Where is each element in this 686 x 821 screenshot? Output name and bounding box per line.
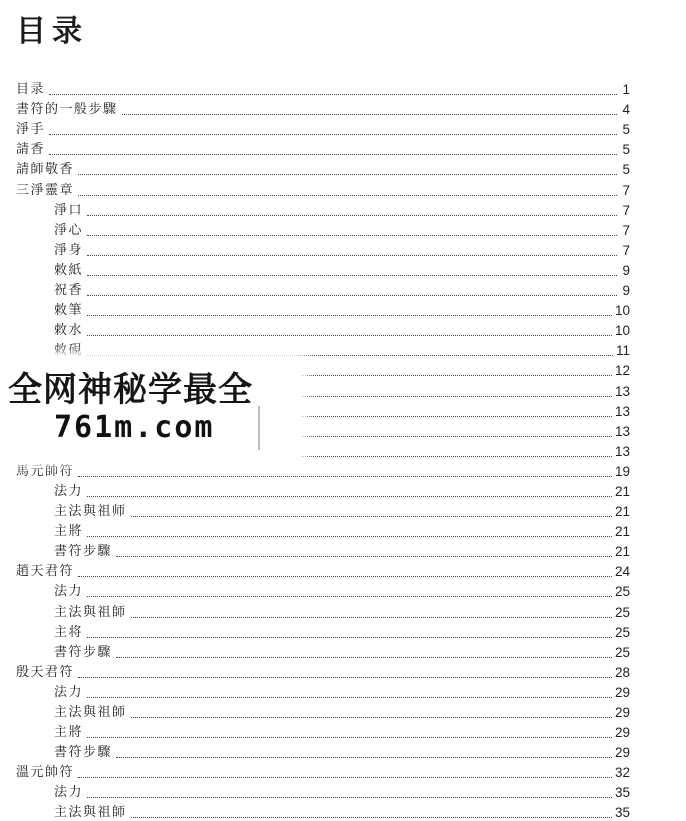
toc-dot-leader: [78, 174, 617, 175]
toc-entry[interactable]: [16, 178, 630, 198]
toc-dot-leader: [131, 516, 612, 517]
toc-entry-page: 25: [614, 644, 630, 660]
toc-entry-page: 32: [614, 765, 630, 781]
toc-dot-leader: [78, 476, 612, 477]
toc-entry-page: 9: [622, 283, 630, 299]
toc-entry-title: 趙天君符: [16, 564, 75, 580]
toc-entry[interactable]: [16, 118, 630, 138]
watermark-text: 全网神秘学最全: [8, 370, 253, 410]
toc-entry-title: 書符步驟: [54, 745, 113, 761]
toc-entry[interactable]: [16, 761, 630, 781]
toc-entry[interactable]: [16, 339, 630, 359]
toc-entry-title: 淨心: [54, 222, 84, 238]
toc-entry-title: 主將: [54, 524, 84, 540]
toc-entry[interactable]: [16, 319, 630, 339]
toc-entry-title: 主法與祖師: [54, 805, 127, 821]
toc-dot-leader: [87, 355, 613, 356]
toc-entry-page: 21: [614, 544, 630, 560]
toc-entry-title: 敕水: [54, 323, 84, 339]
toc-entry-title: 法力: [54, 684, 84, 700]
toc-entry-title: 三淨靈章: [16, 182, 75, 198]
toc-entry-page: 10: [614, 323, 630, 339]
toc-dot-leader: [87, 255, 617, 256]
toc-entry[interactable]: [16, 259, 630, 279]
toc-dot-leader: [49, 134, 617, 135]
toc-dot-leader: [87, 637, 612, 638]
toc-entry[interactable]: [16, 540, 630, 560]
watermark-overlay: [0, 358, 300, 458]
toc-entry-title: 主将: [54, 624, 84, 640]
toc-entry-page: 35: [614, 785, 630, 801]
toc-entry-page: 9: [622, 262, 630, 278]
toc-entry-page: 21: [614, 504, 630, 520]
toc-dot-leader: [131, 617, 612, 618]
toc-entry-page: 13: [614, 443, 630, 459]
toc-entry-title: 溫元帥符: [16, 765, 75, 781]
toc-entry[interactable]: [16, 801, 630, 821]
toc-dot-leader: [49, 154, 617, 155]
toc-entry-title: 法力: [54, 483, 84, 499]
toc-entry[interactable]: [16, 721, 630, 741]
toc-entry-page: 5: [622, 142, 630, 158]
toc-entry-page: 19: [614, 463, 630, 479]
toc-entry-title: 殷天君符: [16, 664, 75, 680]
toc-entry[interactable]: [16, 701, 630, 721]
toc-dot-leader: [87, 215, 617, 216]
toc-entry-page: 21: [614, 483, 630, 499]
toc-entry-title: 敕筆: [54, 303, 84, 319]
toc-entry-title: 書符的一般步驟: [16, 102, 118, 118]
toc-entry-page: 13: [614, 403, 630, 419]
toc-entry[interactable]: [16, 279, 630, 299]
toc-dot-leader: [87, 797, 612, 798]
toc-entry[interactable]: [16, 78, 630, 98]
toc-entry-title: 馬元帥符: [16, 463, 75, 479]
toc-entry-title: 書符步驟: [54, 644, 113, 660]
toc-dot-leader: [87, 697, 612, 698]
toc-entry[interactable]: [16, 580, 630, 600]
toc-entry-title: 敕紙: [54, 262, 84, 278]
toc-dot-leader: [78, 677, 612, 678]
toc-entry-title: 主將: [54, 725, 84, 741]
toc-dot-leader: [122, 114, 617, 115]
toc-entry-title: 主法與祖师: [54, 504, 127, 520]
toc-entry[interactable]: [16, 460, 630, 480]
toc-entry[interactable]: [16, 500, 630, 520]
toc-entry-page: 29: [614, 705, 630, 720]
toc-dot-leader: [131, 717, 612, 718]
toc-dot-leader: [87, 596, 612, 597]
toc-entry-page: 7: [622, 242, 630, 258]
toc-entry-title: 敕硯: [54, 343, 84, 359]
toc-dot-leader: [49, 94, 617, 95]
toc-entry-page: 10: [614, 303, 630, 319]
toc-dot-leader: [87, 275, 617, 276]
toc-entry-title: 法力: [54, 584, 84, 600]
toc-entry-title: 淨身: [54, 242, 84, 258]
toc-dot-leader: [87, 315, 612, 316]
toc-entry[interactable]: [16, 681, 630, 701]
toc-entry[interactable]: [16, 560, 630, 580]
toc-dot-leader: [87, 235, 617, 236]
toc-entry-page: 5: [622, 162, 630, 178]
toc-dot-leader: [78, 195, 617, 196]
toc-entry-title: 主法與祖師: [54, 604, 127, 620]
toc-dot-leader: [87, 295, 617, 296]
toc-entry[interactable]: [16, 741, 630, 761]
toc-entry[interactable]: [16, 621, 630, 641]
toc-entry-page: 25: [614, 604, 630, 620]
toc-entry-title: 書符步驟: [54, 544, 113, 560]
toc-entry-page: 29: [614, 684, 630, 700]
toc-entry-page: 28: [614, 664, 630, 680]
toc-entry[interactable]: [16, 480, 630, 500]
toc-entry-page: 7: [622, 202, 630, 218]
toc-entry[interactable]: [16, 239, 630, 259]
toc-entry[interactable]: [16, 199, 630, 219]
toc-dot-leader: [78, 777, 612, 778]
toc-entry-page: 4: [622, 102, 630, 118]
toc-entry-page: 25: [614, 584, 630, 600]
toc-entry[interactable]: [16, 641, 630, 661]
watermark-divider: [258, 406, 260, 450]
toc-dot-leader: [87, 536, 612, 537]
toc-entry-page: 24: [614, 564, 630, 580]
toc-dot-leader: [87, 335, 612, 336]
toc-entry-title: 請師敬香: [16, 162, 75, 178]
toc-entry-page: 5: [622, 122, 630, 138]
toc-entry-page: 25: [614, 624, 630, 640]
toc-entry[interactable]: [16, 98, 630, 118]
toc-entry[interactable]: [16, 600, 630, 620]
toc-dot-leader: [116, 757, 612, 758]
toc-entry-title: 主法與祖師: [54, 705, 127, 720]
toc-entry-page: 7: [622, 182, 630, 198]
toc-entry-title: 淨口: [54, 202, 84, 218]
toc-entry[interactable]: [16, 299, 630, 319]
toc-entry[interactable]: [16, 661, 630, 681]
toc-entry-page: 35: [614, 805, 630, 821]
toc-entry-page: 11: [615, 343, 630, 359]
toc-dot-leader: [116, 657, 612, 658]
toc-entry-title: 目录: [16, 82, 46, 98]
toc-entry-title: 請香: [16, 142, 46, 158]
toc-entry[interactable]: [16, 520, 630, 540]
toc-dot-leader: [87, 737, 612, 738]
toc-entry-page: 1: [622, 82, 630, 98]
toc-entry[interactable]: [16, 158, 630, 178]
toc-entry-title: 淨手: [16, 122, 46, 138]
toc-entry-title: 法力: [54, 785, 84, 801]
toc-entry-page: 21: [614, 524, 630, 540]
page-title: 目录: [16, 14, 88, 49]
toc-entry-page: 13: [614, 383, 630, 399]
toc-dot-leader: [87, 496, 612, 497]
toc-entry-page: 29: [614, 745, 630, 761]
toc-entry[interactable]: [16, 781, 630, 801]
toc-entry[interactable]: [16, 219, 630, 239]
toc-entry-page: 13: [614, 423, 630, 439]
toc-dot-leader: [78, 576, 612, 577]
toc-entry-page: 29: [614, 725, 630, 741]
watermark-url: 761m.com: [54, 410, 215, 445]
toc-entry-page: 12: [614, 363, 630, 379]
toc-entry-page: 7: [622, 222, 630, 238]
toc-entry-title: 祝香: [54, 283, 84, 299]
toc-entry[interactable]: [16, 138, 630, 158]
toc-dot-leader: [116, 556, 612, 557]
